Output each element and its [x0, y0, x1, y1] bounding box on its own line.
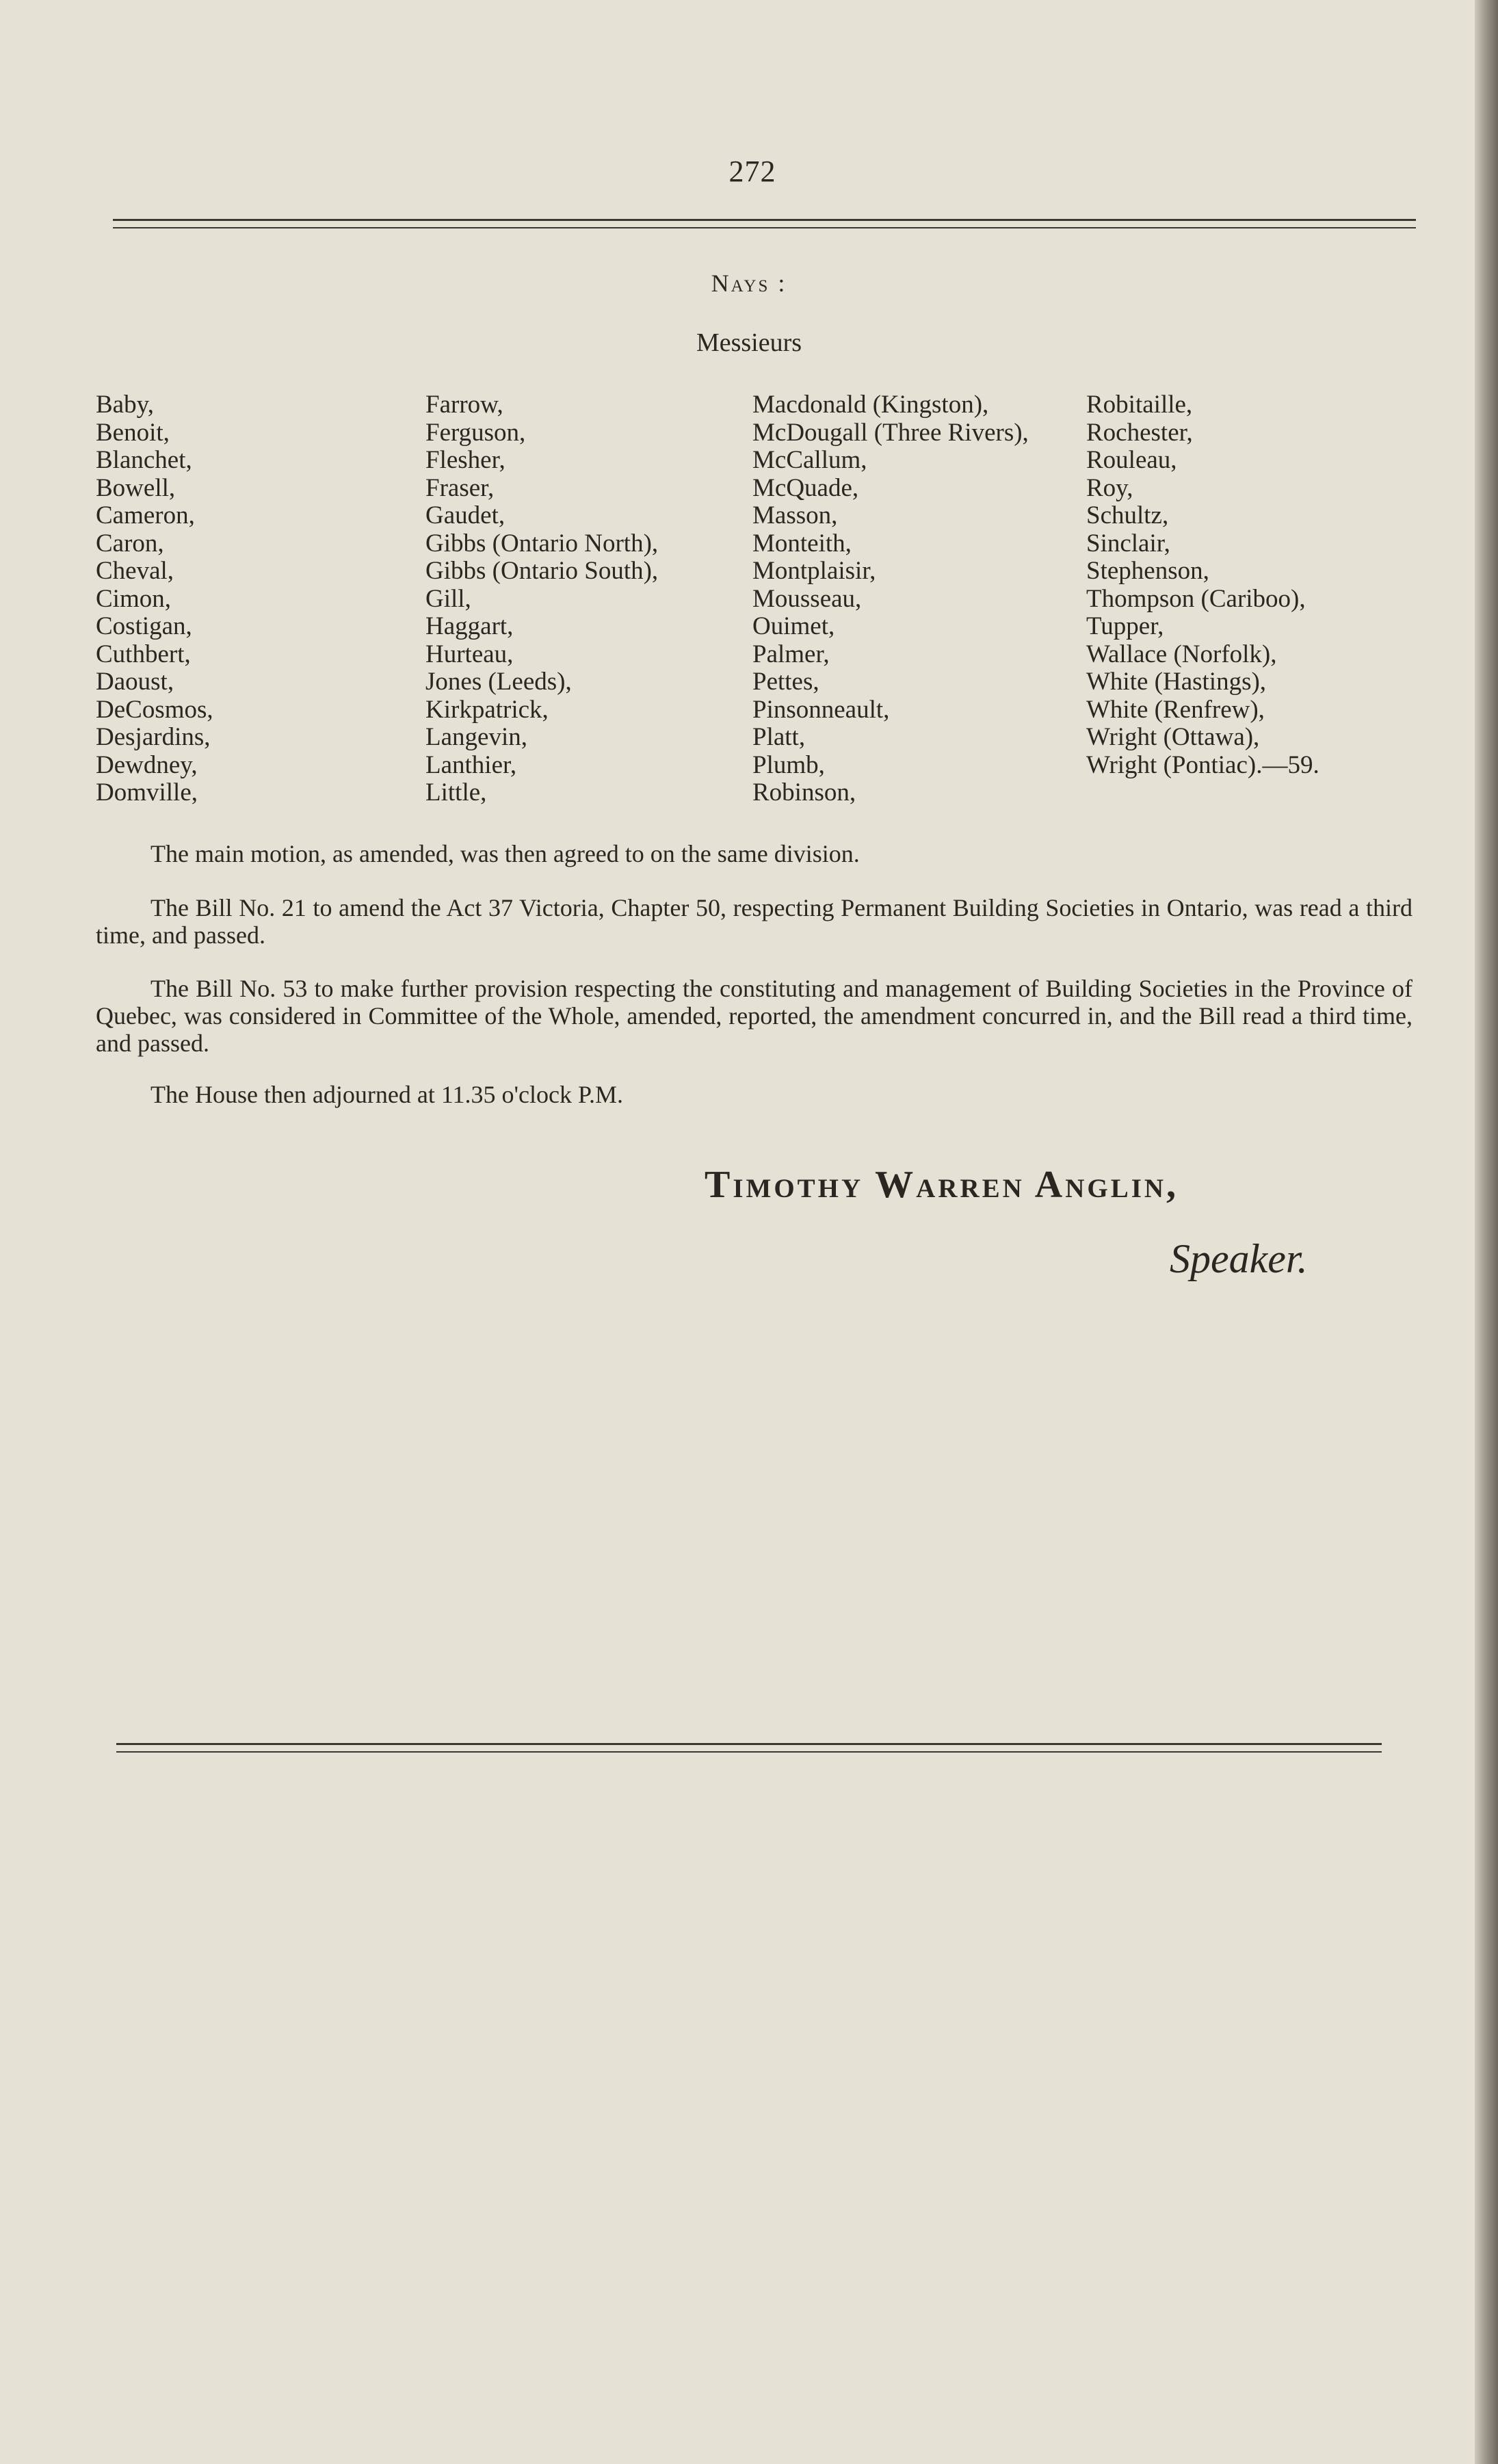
names-column-4	[1086, 391, 1319, 779]
list-item: Schultz,	[1086, 501, 1169, 529]
list-item: Domville,	[96, 778, 198, 807]
list-item: Hurteau,	[425, 640, 514, 668]
list-item: Sinclair,	[1086, 529, 1170, 558]
list-item: Macdonald (Kingston),	[752, 391, 989, 419]
list-item: McDougall (Three Rivers),	[752, 418, 1029, 447]
list-item: Flesher,	[425, 446, 505, 474]
list-item: Plumb,	[752, 750, 825, 779]
list-item: Roy,	[1086, 473, 1133, 502]
paragraph-text: The House then adjourned at 11.35 o'clock P.M.	[150, 1081, 624, 1108]
list-item: Rouleau,	[1086, 446, 1177, 474]
list-item: Ouimet,	[752, 612, 835, 640]
list-item: Haggart,	[425, 612, 514, 640]
paragraph-text: The main motion, as amended, was then agreed to on the same division.	[150, 840, 860, 867]
list-item: Cameron,	[96, 501, 195, 529]
nays-heading: Nays :	[711, 270, 787, 297]
paragraph-text: The Bill No. 53 to make further provision respecting the constituting and management of Building Societies in the Province of Quebec, was considered in Committee of the Whole, amended, reported, the amendment concurred in, and the Bill read a third time, and passed.	[96, 975, 1412, 1057]
paragraph-text: The Bill No. 21 to amend the Act 37 Victoria, Chapter 50, respecting Permanent Building Societies in Ontario, was read a third time, and passed.	[96, 894, 1412, 949]
names-column-2	[425, 391, 658, 807]
list-item: Gaudet,	[425, 501, 505, 529]
list-item: Cuthbert,	[96, 640, 191, 668]
paragraph-adjourned	[96, 1081, 1412, 1108]
list-item: McCallum,	[752, 446, 867, 474]
list-item: Cheval,	[96, 557, 174, 585]
list-item: Gibbs (Ontario South),	[425, 557, 659, 585]
list-item: Gill,	[425, 584, 471, 613]
list-item: Pinsonneault,	[752, 695, 890, 724]
list-item: Blanchet,	[96, 446, 192, 474]
list-item: Robitaille,	[1086, 391, 1193, 419]
bottom-rule-inner	[116, 1751, 1382, 1753]
list-item: Thompson (Cariboo),	[1086, 584, 1306, 613]
page-number: 272	[728, 155, 776, 188]
list-item: Monteith,	[752, 529, 852, 558]
list-item: Cimon,	[96, 584, 171, 613]
list-item: Pettes,	[752, 668, 819, 696]
list-item: Platt,	[752, 723, 806, 751]
list-item: Little,	[425, 778, 487, 807]
list-item: Langevin,	[425, 723, 527, 751]
messieurs-subheading: Messieurs	[696, 328, 802, 357]
speaker-name: Timothy Warren Anglin,	[705, 1164, 1179, 1206]
list-item: Baby,	[96, 391, 154, 419]
list-item: Wright (Pontiac).—59.	[1086, 750, 1319, 779]
list-item: White (Renfrew),	[1086, 695, 1265, 724]
list-item: Tupper,	[1086, 612, 1164, 640]
paragraph-bill-53	[96, 975, 1412, 1057]
list-item: Mousseau,	[752, 584, 862, 613]
names-column-3	[752, 391, 1029, 807]
list-item: Fraser,	[425, 473, 495, 502]
bottom-rule	[116, 1743, 1382, 1745]
list-item: Montplaisir,	[752, 557, 876, 585]
list-item: Benoit,	[96, 418, 170, 447]
list-item: Gibbs (Ontario North),	[425, 529, 659, 558]
list-item: Kirkpatrick,	[425, 695, 549, 724]
list-item: Palmer,	[752, 640, 830, 668]
list-item: Rochester,	[1086, 418, 1193, 447]
speaker-title: Speaker.	[1170, 1236, 1308, 1281]
list-item: Lanthier,	[425, 750, 517, 779]
top-rule-inner	[113, 227, 1416, 228]
list-item: Wright (Ottawa),	[1086, 723, 1260, 751]
list-item: White (Hastings),	[1086, 668, 1267, 696]
list-item: Farrow,	[425, 391, 503, 419]
list-item: Wallace (Norfolk),	[1086, 640, 1277, 668]
paragraph-bill-21	[96, 894, 1412, 949]
names-column-1	[96, 391, 213, 807]
list-item: Stephenson,	[1086, 557, 1209, 585]
list-item: Costigan,	[96, 612, 192, 640]
list-item: Jones (Leeds),	[425, 668, 572, 696]
page-edge	[1475, 0, 1498, 2464]
list-item: McQuade,	[752, 473, 859, 502]
list-item: Desjardins,	[96, 723, 211, 751]
top-rule	[113, 219, 1416, 221]
list-item: Ferguson,	[425, 418, 526, 447]
list-item: Daoust,	[96, 668, 174, 696]
list-item: Dewdney,	[96, 750, 198, 779]
paragraph-main-motion	[96, 840, 1412, 867]
list-item: Robinson,	[752, 778, 856, 807]
list-item: Caron,	[96, 529, 164, 558]
list-item: DeCosmos,	[96, 695, 213, 724]
list-item: Bowell,	[96, 473, 176, 502]
list-item: Masson,	[752, 501, 838, 529]
